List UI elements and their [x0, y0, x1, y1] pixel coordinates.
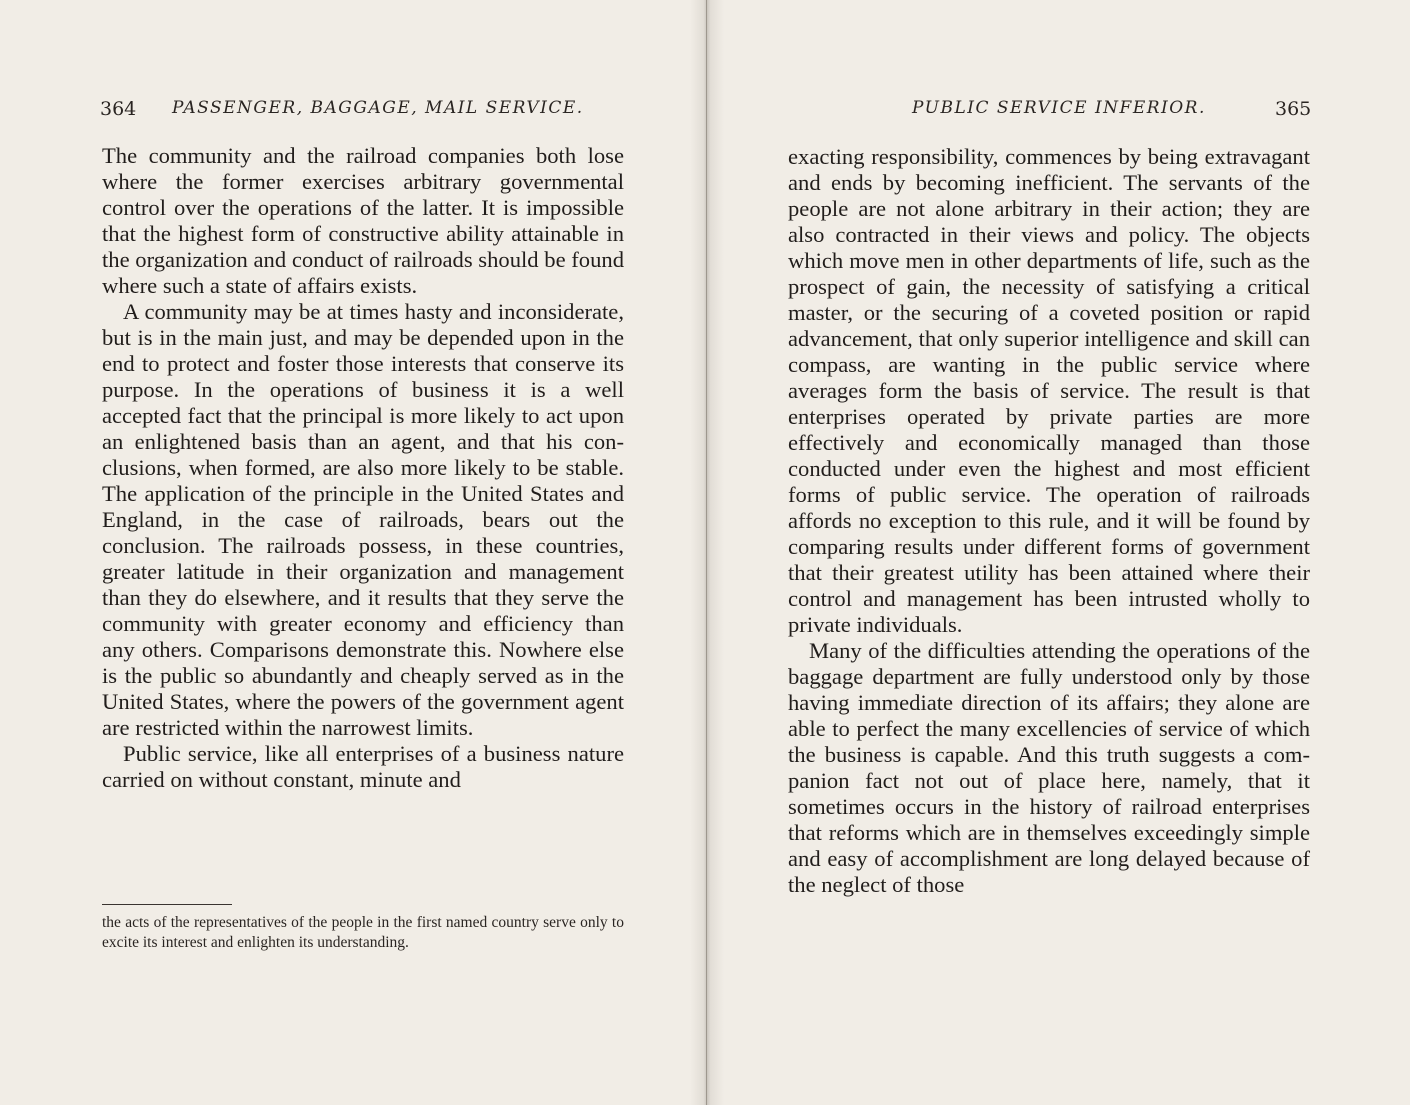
left-body-text [102, 143, 624, 793]
footnote-rule [102, 904, 232, 905]
left-paragraph-1: The community and the railroad companies both lose where the former exercises arbitrary governmental control over the operations of the latter. It is impossible that the highest form of constructive ability attainable in the organization and conduct of railroads should be found where such a state of affairs exists. [102, 143, 624, 298]
left-paragraph-3: Public service, like all enterprises of a business nature carried on without constant, minute and [102, 741, 624, 792]
left-paragraph-2: A community may be at times hasty and inconsiderate, but is in the main just, and may be depended upon in the end to protect and foster those interests that conserve its purpose. In the operations of business it is a well accepted fact that the principal is more likely to act upon an enlightened basis than an agent, and that his conclusions, when formed, are also more likely to be stable. The application of the principle in the United States and England, in the case of railroads, bears out the conclusion. The railroads possess, in these countries, greater latitude in their organization and management than they do elsewhere, and it results that they serve the community with greater economy and efficiency than any others. Comparisons demonstrate this. Nowhere else is the public so abundantly and cheaply served as in the United States, where the powers of the government agent are restricted within the narrowest limits. [102, 299, 624, 740]
left-footnote: the acts of the representatives of the people in the first named country serve only to excite its interest and enlighten its understanding. [102, 914, 624, 951]
left-page [0, 0, 700, 1105]
right-body-text [788, 144, 1310, 898]
right-running-head: PUBLIC SERVICE INFERIOR. [912, 98, 1206, 118]
left-running-head: PASSENGER, BAGGAGE, MAIL SERVICE. [172, 98, 584, 118]
page-fold [706, 0, 707, 1105]
right-paragraph-1: exacting responsibility, commences by being extravagant and ends by becoming inefficient. The servants of the people are not alone arbitrary in their action; they are also contracted in their views and policy. The objects which move men in other departments of life, such as the prospect of gain, the necessity of satisfying a critical master, or the securing of a coveted position or rapid advancement, that only superior intelligence and skill can compass, are wanting in the public service where averages form the basis of service. The result is that enterprises operated by private parties are more effectively and economically managed than those conducted under even the highest and most efficient forms of public service. The operation of railroads affords no exception to this rule, and it will be found by comparing results under different forms of government that their greatest utility has been attained where their control and management has been intrusted wholly to private individuals. [788, 144, 1310, 637]
right-paragraph-2: Many of the difficulties attending the operations of the baggage department are fully understood only by those having immediate direction of its affairs; they alone are able to perfect the many excellencies of service of which the business is capable. And this truth suggests a companion fact not out of place here, namely, that it sometimes occurs in the history of railroad enterprises that reforms which are in themselves exceedingly simple and easy of accomplishment are long delayed because of the neglect of those [788, 638, 1310, 897]
left-page-number: 364 [100, 98, 137, 120]
right-page [712, 0, 1410, 1105]
right-page-number: 365 [1275, 98, 1312, 120]
